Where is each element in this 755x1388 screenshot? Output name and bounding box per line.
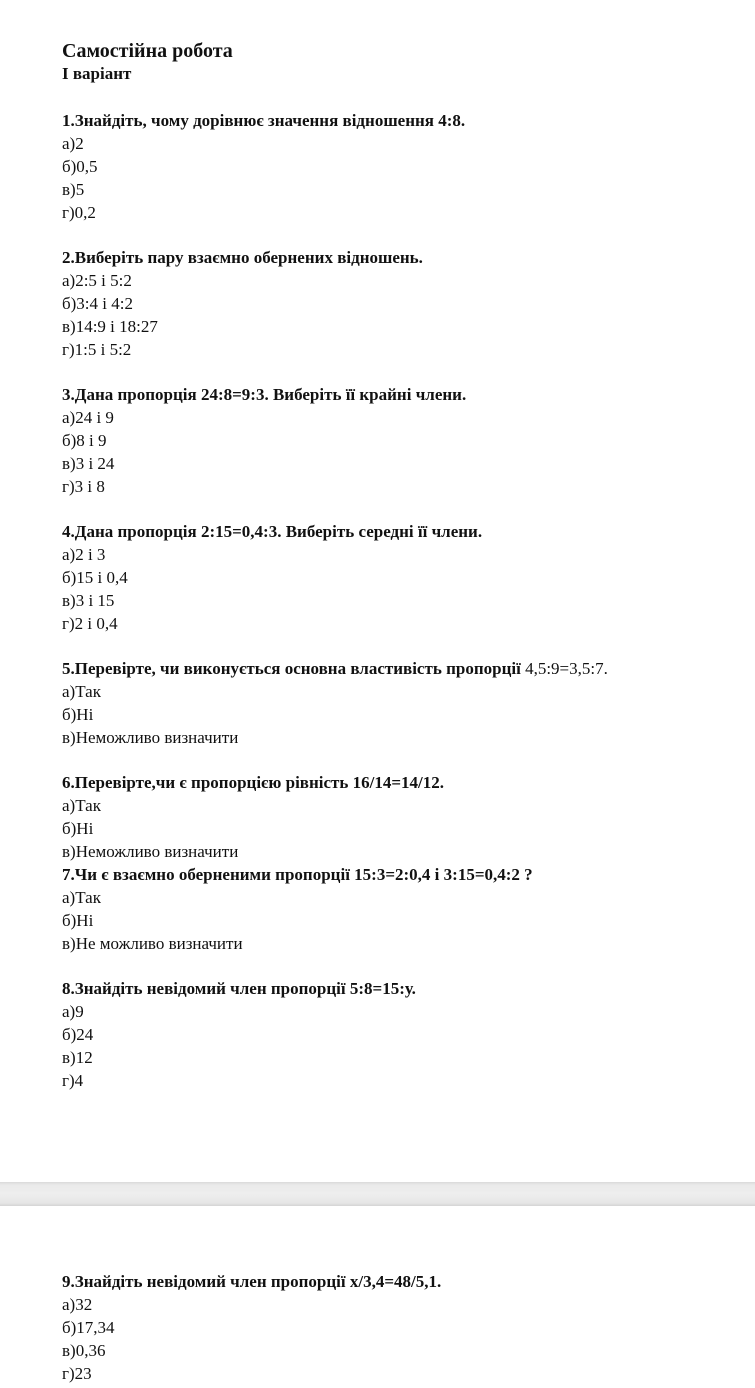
answer-option: а)2 [62, 134, 84, 153]
question-text: 7.Чи є взаємно оберненими пропорції 15:3=2:0,4 і 3:15=0,4:2 ? [62, 865, 533, 884]
answer-option: г)4 [62, 1071, 84, 1090]
question-text: 9.Знайдіть невідомий член пропорції х/3,4=48/5,1. [62, 1272, 442, 1291]
question-2 [62, 246, 735, 361]
question-text: 4.Дана пропорція 2:15=0,4:3. Виберіть середні її члени. [62, 522, 483, 541]
document-page-2 [0, 1206, 755, 1388]
answer-option: г)1:5 і 5:2 [62, 340, 132, 359]
answer-option: в)0,36 [62, 1341, 106, 1360]
answer-option: в)3 і 24 [62, 454, 115, 473]
answer-option: в)12 [62, 1048, 93, 1067]
answer-option: в)5 [62, 180, 85, 199]
answer-option: в)Неможливо визначити [62, 842, 239, 861]
answer-option: а)2 і 3 [62, 545, 106, 564]
answer-option: а)2:5 і 5:2 [62, 271, 132, 290]
answer-option: б)24 [62, 1025, 94, 1044]
answer-option: б)Ні [62, 911, 94, 930]
answer-option: б)Ні [62, 819, 94, 838]
answer-option: б)3:4 і 4:2 [62, 294, 133, 313]
question-1 [62, 109, 735, 224]
question-text-suffix: 4,5:9=3,5:7. [520, 659, 608, 678]
answer-option: а)24 і 9 [62, 408, 114, 427]
question-7 [62, 863, 735, 955]
question-3 [62, 383, 735, 498]
answer-option: г)2 і 0,4 [62, 614, 118, 633]
answer-option: б)17,34 [62, 1318, 115, 1337]
answer-option: а)Так [62, 888, 101, 907]
question-text [62, 657, 735, 680]
document-title: Самостійна робота [62, 40, 233, 62]
answer-option: б)8 і 9 [62, 431, 107, 450]
answer-option: в)14:9 і 18:27 [62, 317, 158, 336]
question-5 [62, 657, 735, 749]
page-1-content [62, 39, 735, 1092]
question-text-main: 5.Перевірте, чи виконується основна властивість пропорції [62, 659, 521, 678]
page-separator [0, 1182, 755, 1206]
answer-option: в)3 і 15 [62, 591, 115, 610]
question-8 [62, 977, 735, 1092]
variant-label: І варіант [62, 64, 132, 83]
answer-option: б)Ні [62, 705, 94, 724]
answer-option: б)0,5 [62, 157, 98, 176]
question-4 [62, 520, 735, 635]
page-2-content [62, 1270, 735, 1385]
answer-option: в)Неможливо визначити [62, 728, 239, 747]
question-text: 8.Знайдіть невідомий член пропорції 5:8=15:у. [62, 979, 416, 998]
question-text: 1.Знайдіть, чому дорівнює значення відношення 4:8. [62, 111, 466, 130]
answer-option: г)3 і 8 [62, 477, 105, 496]
question-6 [62, 771, 735, 863]
question-9 [62, 1270, 735, 1385]
question-text: 2.Виберіть пару взаємно обернених відношень. [62, 248, 423, 267]
answer-option: а)Так [62, 796, 101, 815]
answer-option: а)9 [62, 1002, 84, 1021]
answer-option: а)32 [62, 1295, 93, 1314]
answer-option: а)Так [62, 682, 101, 701]
answer-option: в)Не можливо визначити [62, 934, 243, 953]
answer-option: б)15 і 0,4 [62, 568, 128, 587]
question-text: 3.Дана пропорція 24:8=9:3. Виберіть її крайні члени. [62, 385, 467, 404]
question-text: 6.Перевірте,чи є пропорцією рівність 16/14=14/12. [62, 773, 445, 792]
answer-option: г)23 [62, 1364, 92, 1383]
answer-option: г)0,2 [62, 203, 96, 222]
